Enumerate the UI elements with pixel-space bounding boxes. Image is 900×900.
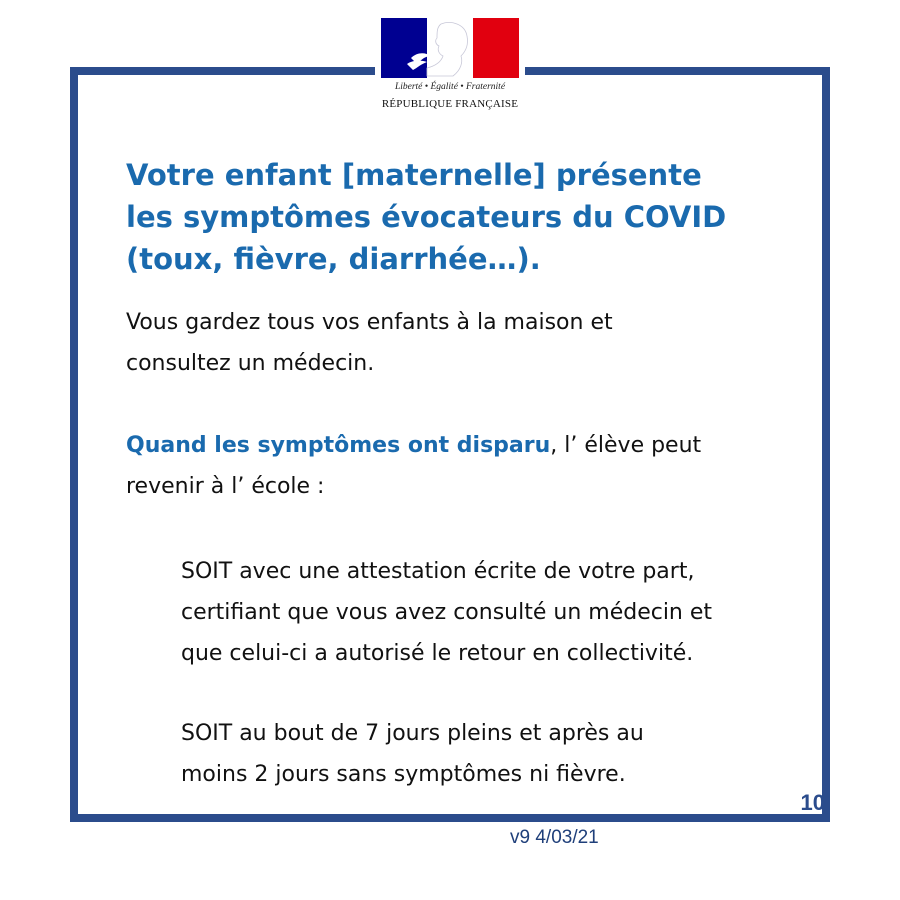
option-seven-days [181, 713, 801, 795]
paragraph2-line-1 [126, 425, 786, 466]
logo-republic-name: RÉPUBLIQUE FRANÇAISE [381, 98, 519, 110]
title-line-3: (toux, fièvre, diarrhée…). [126, 242, 541, 276]
title-line-2: les symptômes évocateurs du COVID [126, 200, 727, 234]
paragraph2-rest: , l’ élève peut [550, 433, 702, 458]
highlight-symptoms-gone: Quand les symptômes ont disparu [126, 433, 551, 458]
option2-line-1: SOIT au bout de 7 jours pleins et après au [181, 721, 644, 746]
paragraph1-line-2: consultez un médecin. [126, 351, 375, 376]
option1-line-1: SOIT avec une attestation écrite de votre part, [181, 559, 695, 584]
page-number: 10 [800, 790, 825, 815]
title-line-1: Votre enfant [maternelle] présente [126, 158, 702, 192]
option1-line-2: certifiant que vous avez consulté un médecin et [181, 600, 713, 625]
marianne-flag-icon [381, 18, 519, 78]
paragraph2-line-2: revenir à l’ école : [126, 474, 325, 499]
paragraph-stay-home [126, 302, 786, 384]
option2-line-2: moins 2 jours sans symptômes ni fièvre. [181, 762, 626, 787]
option1-line-3: que celui-ci a autorisé le retour en collectivité. [181, 641, 694, 666]
version-label: v9 4/03/21 [510, 827, 599, 848]
logo-motto: Liberté • Égalité • Fraternité [394, 82, 506, 92]
paragraph-return-to-school [126, 425, 786, 507]
page-title [126, 154, 806, 280]
republique-francaise-logo [375, 18, 525, 120]
paragraph1-line-1: Vous gardez tous vos enfants à la maison et [126, 310, 613, 335]
option-attestation [181, 551, 801, 674]
